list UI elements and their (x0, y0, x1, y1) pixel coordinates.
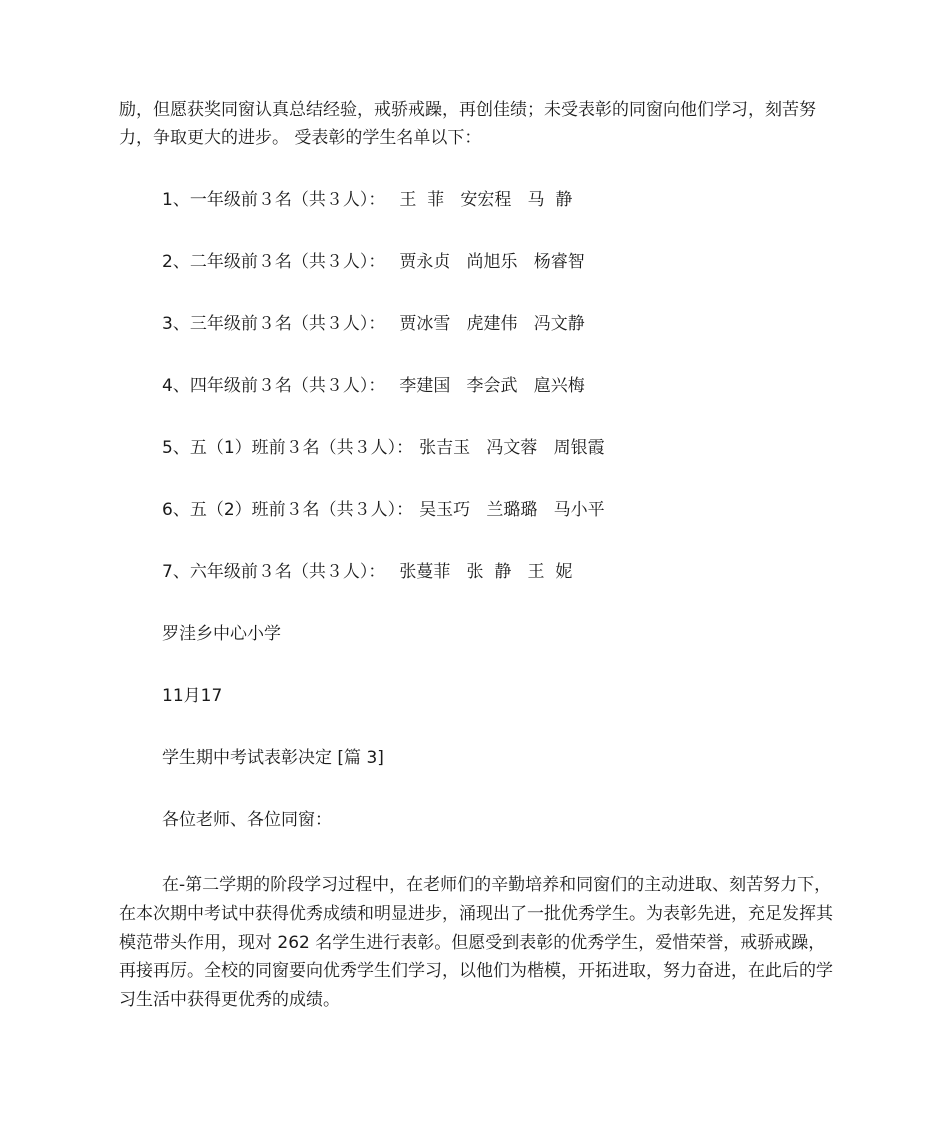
award-line-6 (162, 498, 605, 522)
award-names: 王 菲 安宏程 马 静 (399, 190, 573, 210)
award-line-2 (162, 250, 585, 274)
award-label: 1、一年级前３名（共３人）： (162, 190, 386, 210)
award-label: 5、五（1）班前３名（共３人）： (162, 438, 414, 458)
award-names: 李建国 李会武 扈兴梅 (399, 376, 585, 396)
award-label: 6、五（2）班前３名（共３人）： (162, 500, 414, 520)
body-paragraph (119, 871, 841, 1015)
award-line-3 (162, 312, 585, 336)
award-label: 7、六年级前３名（共３人）： (162, 562, 386, 582)
award-names: 张吉玉 冯文蓉 周银霞 (419, 438, 605, 458)
award-label: 2、二年级前３名（共３人）： (162, 252, 386, 272)
award-names: 贾冰雪 虎建伟 冯文静 (399, 314, 585, 334)
intro-paragraph: 励，但愿获奖同窗认真总结经验，戒骄戒躁，再创佳绩；未受表彰的同窗向他们学习，刻苦努力，争取更大的进步。 受表彰的学生名单以下： (119, 100, 816, 148)
award-line-1 (162, 188, 572, 212)
award-line-7 (162, 560, 572, 584)
section-title: 学生期中考试表彰决定 [篇 3] (162, 748, 384, 768)
salutation: 各位老师、各位同窗： (162, 810, 332, 830)
document-date: 11月17 (162, 686, 223, 706)
award-line-4 (162, 374, 585, 398)
award-names: 吴玉巧 兰璐璐 马小平 (419, 500, 605, 520)
school-name: 罗洼乡中心小学 (162, 624, 281, 644)
award-names: 张蔓菲 张 静 王 妮 (399, 562, 573, 582)
award-names: 贾永贞 尚旭乐 杨睿智 (399, 252, 585, 272)
award-line-5 (162, 436, 605, 460)
body-paragraph-text: 在-第二学期的阶段学习过程中，在老师们的辛勤培养和同窗们的主动进取、刻苦努力下，在本次期中考试中获得优秀成绩和明显进步，涌现出了一批优秀学生。为表彰先进，充足发挥其模范带头作用，现对 262 名学生进行表彰。但愿受到表彰的优秀学生，爱惜荣誉，戒骄戒躁，再接再厉。全校的同窗要向优秀学生们学习，以他们为楷模，开拓进取，努力奋进，在此后的学习生活中获得更优秀的成绩。 (119, 875, 833, 1011)
award-label: 3、三年级前３名（共３人）： (162, 314, 386, 334)
award-label: 4、四年级前３名（共３人）： (162, 376, 386, 396)
